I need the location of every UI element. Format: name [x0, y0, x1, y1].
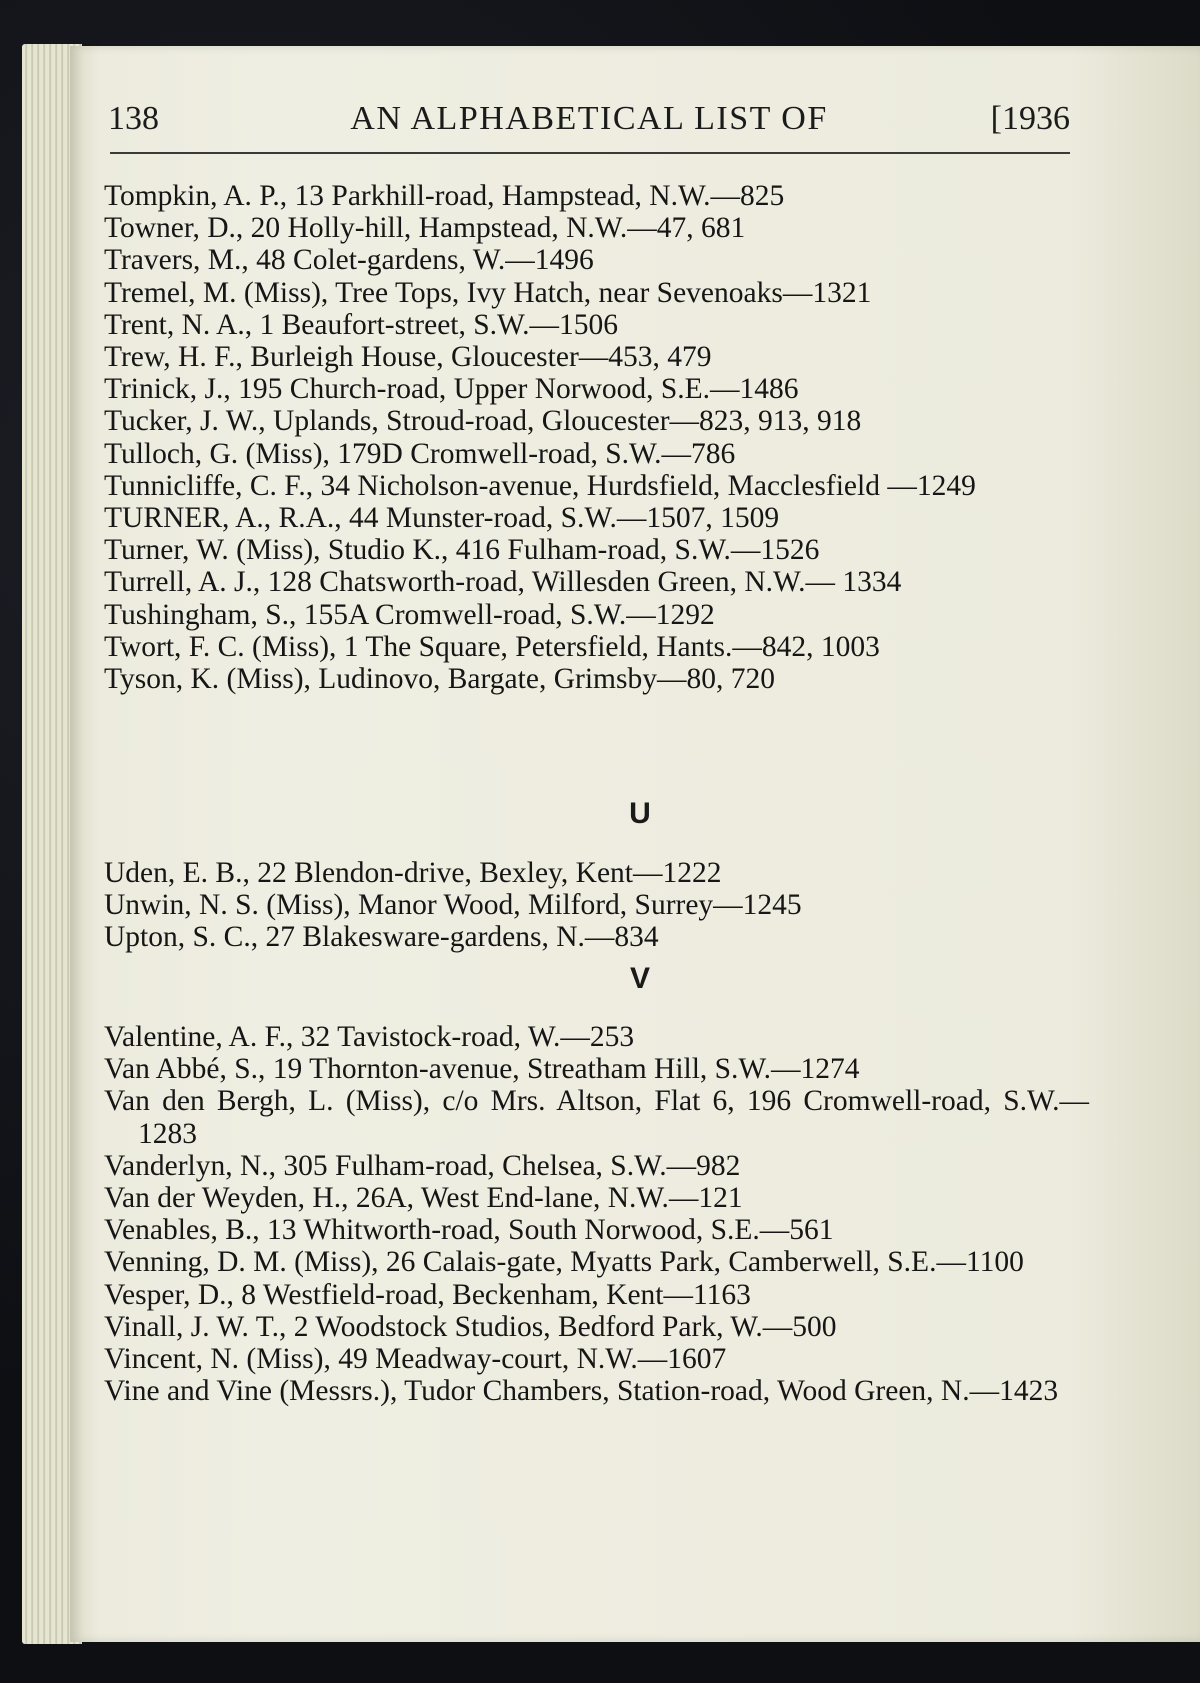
- entries-t: [104, 180, 1089, 695]
- list-item: Vine and Vine (Messrs.), Tudor Chambers, Station-road, Wood Green, N.—1423: [104, 1375, 1059, 1408]
- header-rule: [110, 152, 1070, 154]
- list-item: Unwin, N. S. (Miss), Manor Wood, Milford, Surrey—1245: [104, 889, 802, 922]
- list-item: Turrell, A. J., 128 Chatsworth-road, Willesden Green, N.W.— 1334: [104, 566, 902, 599]
- list-item: Turner, W. (Miss), Studio K., 416 Fulham-road, S.W.—1526: [104, 534, 820, 567]
- section-letter-v: V: [629, 962, 650, 995]
- list-item: Van Abbé, S., 19 Thornton-avenue, Streatham Hill, S.W.—1274: [104, 1053, 860, 1086]
- list-item: Vesper, D., 8 Westfield-road, Beckenham, Kent—1163: [104, 1278, 751, 1311]
- list-item: Vinall, J. W. T., 2 Woodstock Studios, Bedford Park, W.—500: [104, 1310, 837, 1343]
- list-item: Van der Weyden, H., 26A, West End-lane, N.W.—121: [104, 1182, 743, 1215]
- entries-v: [104, 1021, 1089, 1407]
- list-item: Tucker, J. W., Uplands, Stroud-road, Gloucester—823, 913, 918: [104, 405, 862, 438]
- list-item: Van den Bergh, L. (Miss), c/o Mrs. Altson, Flat 6, 196 Cromwell-road, S.W.—1283: [104, 1085, 1089, 1150]
- list-item: Venning, D. M. (Miss), 26 Calais-gate, Myatts Park, Camberwell, S.E.—1100: [104, 1246, 1024, 1279]
- list-item: Venables, B., 13 Whitworth-road, South Norwood, S.E.—561: [104, 1214, 834, 1247]
- list-item: Tremel, M. (Miss), Tree Tops, Ivy Hatch, near Sevenoaks—1321: [104, 276, 872, 309]
- list-item: Tunnicliffe, C. F., 34 Nicholson-avenue, Hurdsfield, Macclesfield —1249: [104, 469, 976, 502]
- running-header: [108, 100, 1070, 152]
- list-item: Vanderlyn, N., 305 Fulham-road, Chelsea, S.W.—982: [104, 1149, 741, 1182]
- page-number: 138: [108, 100, 159, 137]
- year-label: [1936: [990, 100, 1070, 137]
- list-item: Towner, D., 20 Holly-hill, Hampstead, N.W.—47, 681: [104, 212, 746, 245]
- list-item: Upton, S. C., 27 Blakesware-gardens, N.—834: [104, 921, 659, 954]
- list-item: Trew, H. F., Burleigh House, Gloucester—453, 479: [104, 341, 712, 374]
- list-item: Uden, E. B., 22 Blendon-drive, Bexley, Kent—1222: [104, 857, 722, 889]
- list-item: Travers, M., 48 Colet-gardens, W.—1496: [104, 244, 594, 277]
- list-item: Twort, F. C. (Miss), 1 The Square, Petersfield, Hants.—842, 1003: [104, 630, 880, 663]
- list-item: TURNER, A., R.A., 44 Munster-road, S.W.—1507, 1509: [104, 502, 780, 535]
- page-title: AN ALPHABETICAL LIST OF: [350, 100, 828, 137]
- list-item: Tulloch, G. (Miss), 179D Cromwell-road, S.W.—786: [104, 437, 736, 470]
- list-item: Tushingham, S., 155A Cromwell-road, S.W.—1292: [104, 598, 715, 631]
- list-item: Valentine, A. F., 32 Tavistock-road, W.—253: [104, 1021, 635, 1053]
- list-item: Tyson, K. (Miss), Ludinovo, Bargate, Grimsby—80, 720: [104, 663, 775, 696]
- section-letter-u: U: [629, 797, 651, 830]
- list-item: Trinick, J., 195 Church-road, Upper Norwood, S.E.—1486: [104, 373, 799, 406]
- list-item: Trent, N. A., 1 Beaufort-street, S.W.—1506: [104, 308, 619, 341]
- list-item: Tompkin, A. P., 13 Parkhill-road, Hampstead, N.W.—825: [104, 180, 785, 212]
- entries-u: [104, 857, 1089, 954]
- list-item: Vincent, N. (Miss), 49 Meadway-court, N.W.—1607: [104, 1343, 727, 1376]
